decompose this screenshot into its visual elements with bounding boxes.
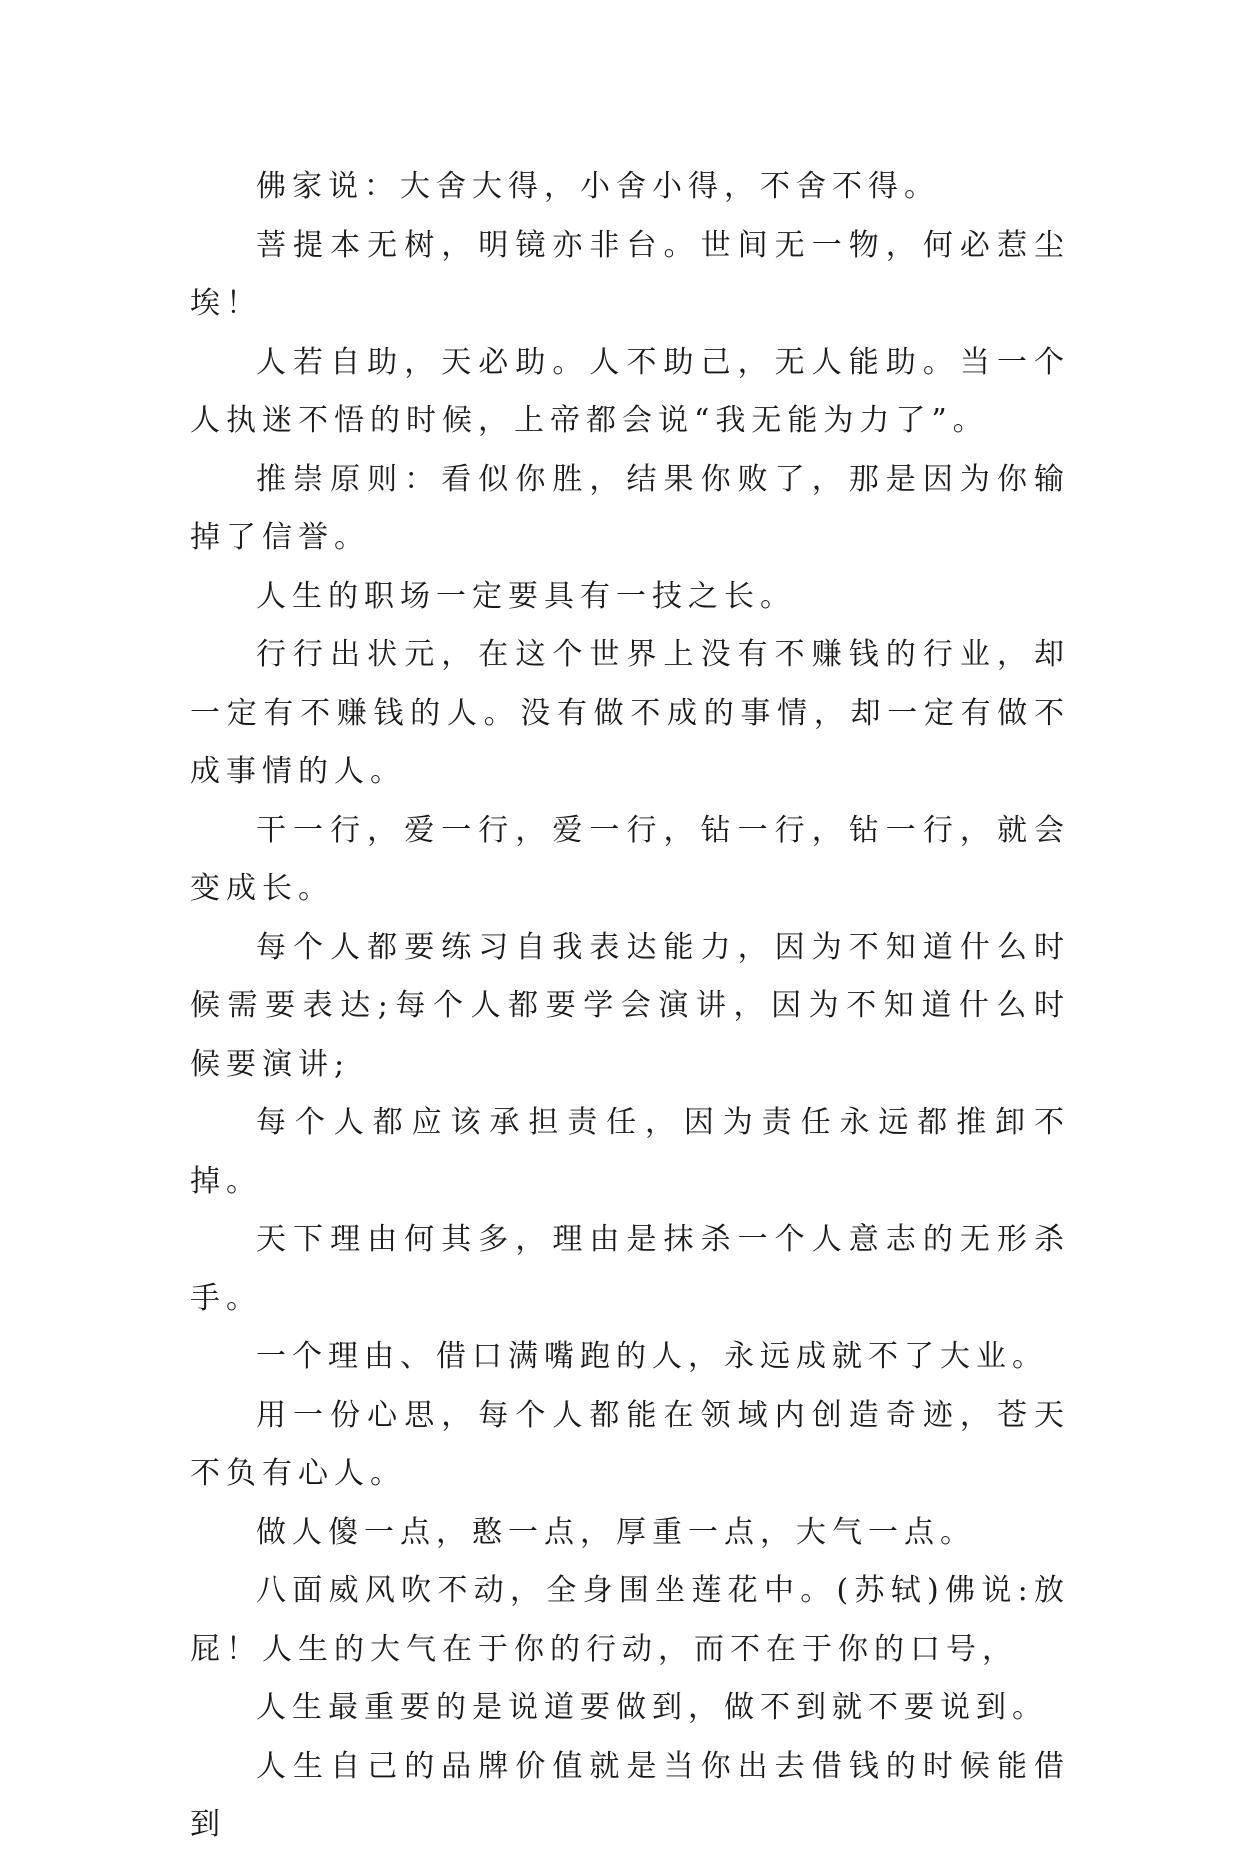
paragraph: 行行出状元，在这个世界上没有不赚钱的行业，却一定有不赚钱的人。没有做不成的事情，却一定有做不成事情的人。 (190, 637, 1070, 789)
paragraph: 一个理由、借口满嘴跑的人，永远成就不了大业。 (256, 1339, 1048, 1374)
paragraph: 每个人都应该承担责任，因为责任永远都推卸不掉。 (190, 1105, 1070, 1199)
paragraph: 八面威风吹不动，全身围坐莲花中。(苏轼)佛说:放屁！人生的大气在于你的行动，而不在于你的口号， (190, 1573, 1070, 1667)
paragraph: 菩提本无树，明镜亦非台。世间无一物，何必惹尘埃！ (190, 227, 1070, 321)
paragraph: 人生的职场一定要具有一技之长。 (256, 578, 796, 614)
paragraph: 佛家说：大舍大得，小舍小得，不舍不得。 (256, 169, 940, 204)
paragraph: 干一行，爱一行，爱一行，钻一行，钻一行，就会变成长。 (190, 812, 1070, 906)
paragraph: 推崇原则：看似你胜，结果你败了，那是因为你输掉了信誉。 (190, 461, 1070, 555)
document-body (190, 158, 1070, 1855)
paragraph: 天下理由何其多，理由是抹杀一个人意志的无形杀手。 (190, 1222, 1070, 1316)
paragraph: 人生最重要的是说道要做到，做不到就不要说到。 (256, 1690, 1048, 1725)
paragraph: 人若自助，天必助。人不助己，无人能助。当一个人执迷不悟的时候，上帝都会说“我无能为力了”。 (190, 344, 1070, 438)
paragraph: 人生自己的品牌价值就是当你出去借钱的时候能借到 (190, 1748, 1070, 1842)
paragraph: 每个人都要练习自我表达能力，因为不知道什么时候需要表达;每个人都要学会演讲，因为不知道什么时候要演讲; (190, 929, 1070, 1082)
paragraph: 用一份心思，每个人都能在领域内创造奇迹，苍天不负有心人。 (190, 1397, 1070, 1491)
paragraph: 做人傻一点，憨一点，厚重一点，大气一点。 (256, 1514, 976, 1550)
